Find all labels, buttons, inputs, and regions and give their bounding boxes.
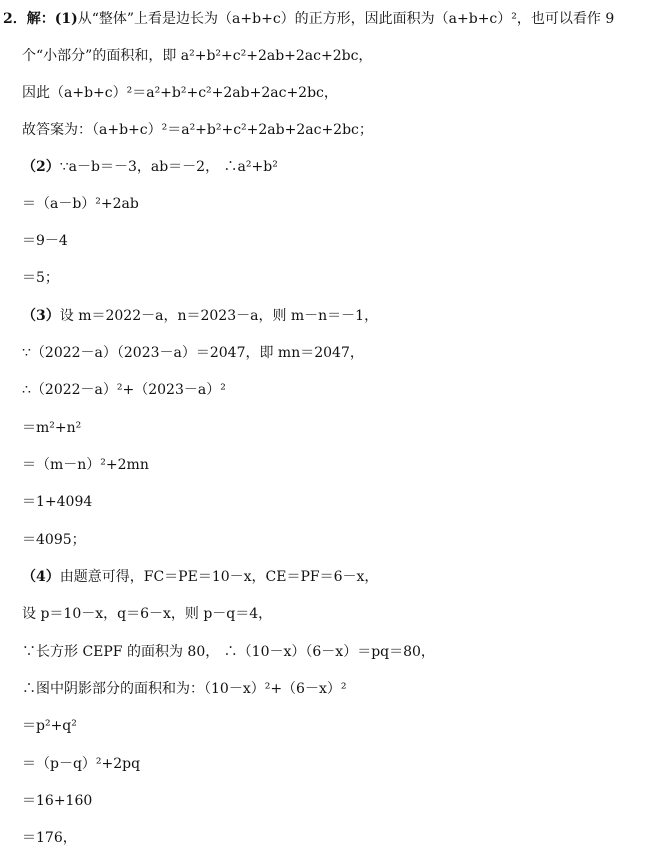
line-text: ＝（m－n）²+2mn [22, 457, 149, 473]
line-text: ∵a－b＝－3，ab＝－2， ∴a²+b² [59, 159, 278, 175]
solution-line-6 [22, 194, 670, 214]
line-text: ＝m²+n² [22, 420, 82, 436]
line-text: ＝4095； [22, 532, 86, 548]
solution-line-19 [22, 679, 670, 699]
solution-line-11 [22, 380, 670, 400]
solution-line-12 [22, 418, 670, 438]
solution-line-17 [22, 604, 670, 624]
line-text: ＝9－4 [22, 233, 68, 249]
solution-line-2 [22, 46, 670, 66]
solution-line-21 [22, 754, 670, 774]
solution-line-5 [22, 157, 670, 177]
line-text: 从“整体”上看是边长为（a+b+c）的正方形，因此面积为（a+b+c）²，也可以看作 9 [77, 11, 615, 27]
line-text: ＝176， [22, 830, 77, 846]
solution-line-18 [22, 642, 670, 662]
line-text: 设 p＝10－x，q＝6－x，则 p－q＝4， [22, 606, 273, 622]
solution-line-10 [22, 343, 670, 363]
line-text: ∵长方形 CEPF 的面积为 80， ∴（10－x）（6－x）＝pq＝80， [22, 644, 435, 660]
solution-line-3 [22, 83, 670, 103]
part-label: （4） [22, 569, 60, 585]
solution-line-13 [22, 455, 670, 475]
solution-line-23 [22, 828, 670, 848]
line-text: ＝（a－b）²+2ab [22, 196, 139, 212]
solution-line-1 [3, 9, 670, 29]
solution-line-22 [22, 791, 670, 811]
solution-line-9 [22, 306, 670, 326]
part-label: （2） [22, 159, 60, 175]
line-text: 因此（a+b+c）²＝a²+b²+c²+2ab+2ac+2bc， [22, 85, 338, 101]
part-label: （3） [22, 308, 60, 324]
line-text: 设 m＝2022－a，n＝2023－a，则 m－n＝－1， [59, 308, 379, 324]
solution-line-14 [22, 492, 670, 512]
line-text: ∵（2022－a）（2023－a）＝2047，即 mn＝2047， [22, 345, 364, 361]
solution-line-15 [22, 530, 670, 550]
question-label: 2．解：(1) [3, 11, 78, 27]
line-text: 个“小部分”的面积和，即 a²+b²+c²+2ab+2ac+2bc， [22, 48, 373, 64]
line-text: ＝1+4094 [22, 494, 93, 510]
solution-line-16 [22, 567, 670, 587]
line-text: ＝（p－q）²+2pq [22, 756, 141, 772]
line-text: 故答案为：（a+b+c）²＝a²+b²+c²+2ab+2ac+2bc； [22, 122, 373, 138]
solution-line-7 [22, 231, 670, 251]
line-text: ＝p²+q² [22, 718, 77, 734]
line-text: ∴图中阴影部分的面积和为：（10－x）²+（6－x）² [22, 681, 347, 697]
solution-line-20 [22, 716, 670, 736]
line-text: ∴（2022－a）²+（2023－a）² [22, 382, 226, 398]
line-text: 由题意可得，FC＝PE＝10－x，CE＝PF＝6－x， [59, 569, 379, 585]
solution-line-8 [22, 268, 670, 288]
line-text: ＝5； [22, 270, 59, 286]
solution-line-4 [22, 120, 670, 140]
line-text: ＝16+160 [22, 793, 93, 809]
